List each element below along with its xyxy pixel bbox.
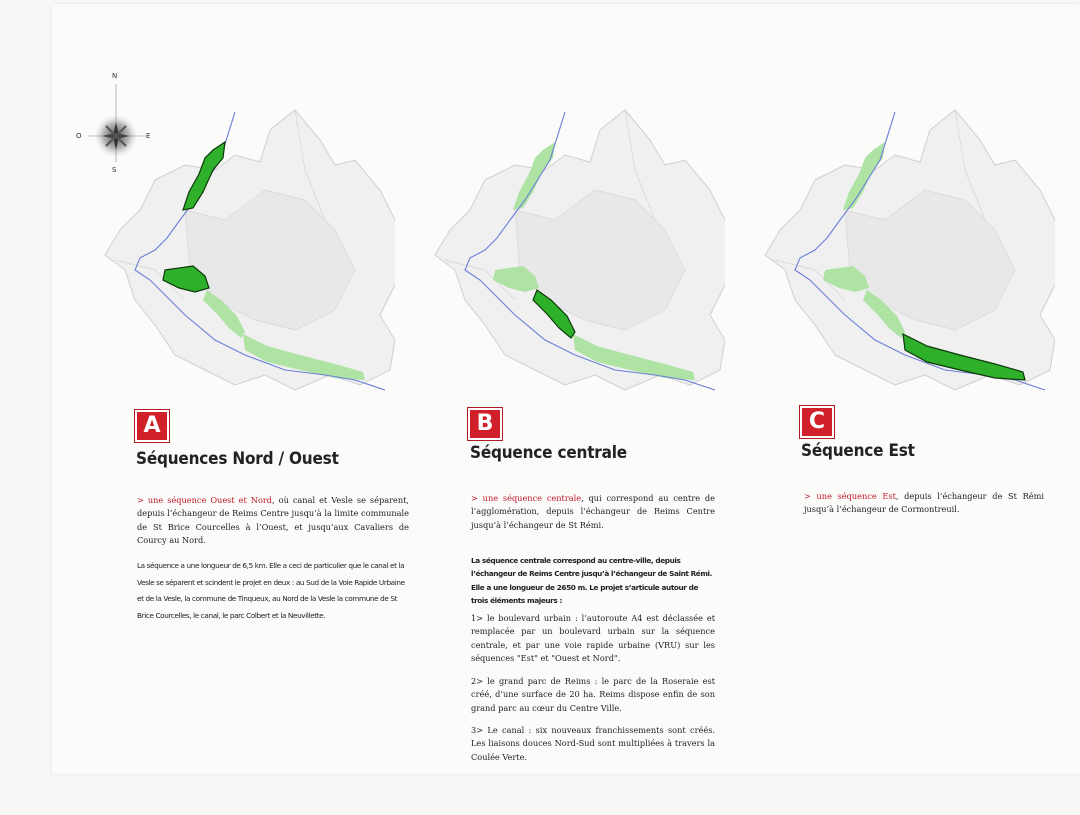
intro-rest-c: , depuis l’échangeur de St Rémi jusqu’à l’échangeur de Cormontreuil. <box>804 491 1044 515</box>
compass-north-label: N <box>112 72 118 80</box>
badge-b: B <box>468 408 502 440</box>
map-sequence-a <box>95 70 395 410</box>
intro-lead-a: > une séquence Ouest et Nord <box>137 495 273 505</box>
intro-sequence-c <box>804 490 1044 517</box>
compass-west-label: O <box>76 132 82 140</box>
compass-east-label: E <box>146 132 151 140</box>
body-sequence-b: La séquence centrale correspond au centre-ville, depuis l’échangeur de Reims Centre jusqu’à l’échangeur de Saint Rémi. Elle a une longueur de 2650 m. Le projet s’articule autour de trois éléments majeurs : <box>471 556 713 605</box>
title-sequence-b: Séquence centrale <box>470 443 627 463</box>
intro-sequence-b <box>471 492 715 532</box>
body-sequence-a: La séquence a une longueur de 6,5 km. Elle a ceci de particulier que le canal et la Vesle se séparent et scindent le projet en deux : au Sud de la Voie Rapide Urbaine et de la Vesle, la commune de Tinqueux, au Nord de la Vesle la commune de St Brice Courcelles, le canal, le parc Colbert et la Neuvillette. <box>137 561 405 620</box>
title-sequence-a: Séquences Nord / Ouest <box>136 449 339 469</box>
compass-south-label: S <box>112 166 117 174</box>
map-sequence-c <box>755 70 1055 410</box>
map-sequence-b <box>425 70 725 410</box>
intro-rest-b: , qui correspond au centre de l’agglomération, depuis l’échangeur de Reims Centre jusqu’à l’échangeur de St Rémi. <box>471 493 715 530</box>
point-3-sequence-b: 3> Le canal : six nouveaux franchissements sont créés. Les liaisons douces Nord-Sud sont multipliées à travers la Coulée Verte. <box>471 725 715 762</box>
point-1-sequence-b: 1> le boulevard urbain : l’autoroute A4 est déclassée et remplacée par un boulevard urbain sur la séquence centrale, et par une voie rapide urbaine (VRU) sur les séquences "Est" et "Ouest et Nord". <box>471 613 715 663</box>
intro-lead-c: > une séquence Est <box>804 491 896 501</box>
intro-rest-a: , où canal et Vesle se séparent, depuis l’échangeur de Reims Centre jusqu’à la limite communale de St Brice Courcelles à l’Ouest, et jusqu’aux Cavaliers de Courcy au Nord. <box>137 495 409 545</box>
point-2-sequence-b: 2> le grand parc de Reims : le parc de la Roseraie est créé, d’une surface de 20 ha. Reims dispose enfin de son grand parc au cœur du Centre Ville. <box>471 676 715 713</box>
intro-lead-b: > une séquence centrale <box>471 493 582 503</box>
intro-sequence-a <box>137 494 409 547</box>
badge-a: A <box>135 410 169 442</box>
title-sequence-c: Séquence Est <box>801 441 915 461</box>
badge-c: C <box>800 406 834 438</box>
